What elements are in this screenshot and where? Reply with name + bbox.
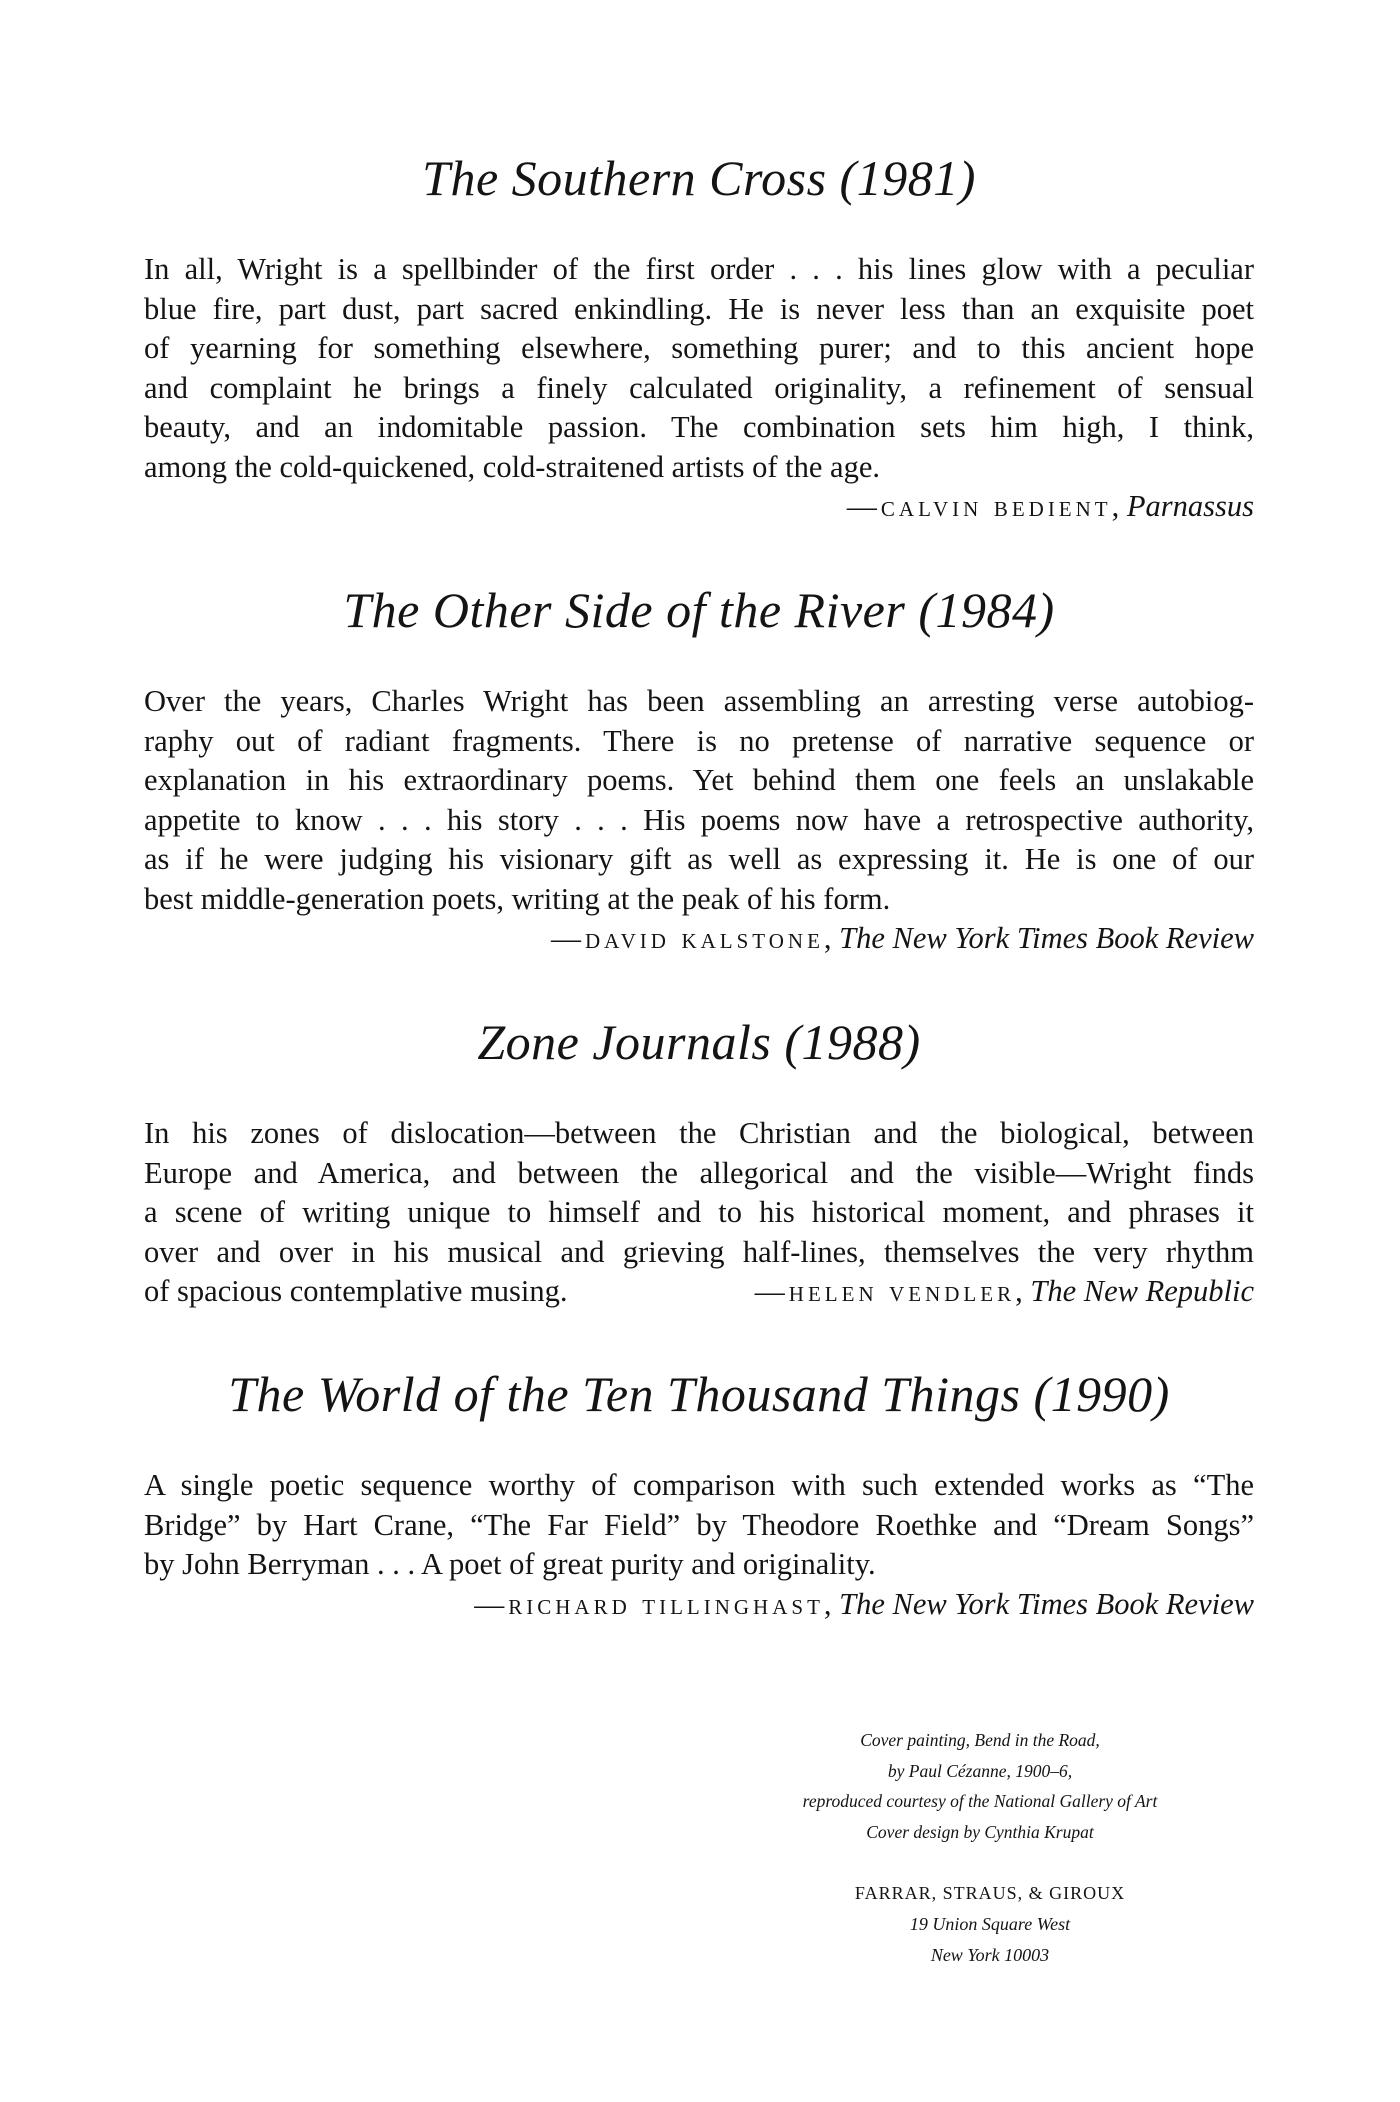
publication-name: The New Republic [1030, 1274, 1254, 1308]
review-quote [144, 682, 1254, 919]
review-quote [144, 1114, 1254, 1312]
review-quote [144, 250, 1254, 487]
section-title: The Southern Cross (1981) [422, 150, 976, 206]
review-attribution: —helen vendler, The New Republic [754, 1274, 1254, 1308]
quote-line: Bridge” by Hart Crane, “The Far Field” by Theodore Roethke and “Dream Songs” [144, 1507, 1254, 1542]
quote-line: raphy out of radiant fragments. There is no pretense of narrative sequence or [144, 723, 1254, 758]
quote-line: over and over in his musical and grieving half-lines, themselves the very rhythm [144, 1234, 1254, 1269]
credit-line: by Paul Cézanne, 1900–6, [887, 1760, 1073, 1781]
publisher-address-city: New York 10003 [930, 1945, 1050, 1965]
critic-name: —richard tillinghast [474, 1587, 824, 1621]
quote-line: and complaint he brings a finely calculated originality, a refinement of sensual [144, 370, 1254, 405]
review-section-other-side-of-river [144, 580, 1254, 959]
credit-line: Cover painting, Bend in the Road, [860, 1730, 1100, 1750]
quote-line: A single poetic sequence worthy of comparison with such extended works as “The [144, 1468, 1254, 1502]
critic-name: —david kalstone [551, 922, 824, 955]
credit-line: reproduced courtesy of the National Gallery of Art [802, 1791, 1158, 1811]
quote-line-text: of spacious contemplative musing. [144, 1274, 568, 1308]
quote-line: best middle-generation poets, writing at the peak of his form. [144, 881, 891, 916]
quote-line [144, 1272, 1254, 1312]
quote-line: by John Berryman . . . A poet of great purity and originality. [144, 1547, 876, 1581]
review-attribution: —richard tillinghast, The New York Times Book Review [474, 1586, 1254, 1621]
critic-name: —calvin bedient [846, 490, 1112, 523]
quote-line: blue fire, part dust, part sacred enkindling. He is never less than an exquisite poet [144, 291, 1254, 326]
publication-name: The New York Times Book Review [839, 921, 1254, 955]
quote-line: explanation in his extraordinary poems. Yet behind them one feels an unslakable [144, 763, 1254, 797]
quote-line: as if he were judging his visionary gift as well as expressing it. He is one of our [144, 842, 1254, 876]
review-attribution: —calvin bedient, Parnassus [846, 489, 1254, 523]
review-quote [144, 1466, 1254, 1585]
section-title: Zone Journals (1988) [477, 1014, 921, 1070]
credit-line: Cover design by Cynthia Krupat [866, 1821, 1094, 1842]
publisher-block [780, 1878, 1200, 1971]
quote-line: Europe and America, and between the allegorical and the visible—Wright finds [144, 1155, 1254, 1190]
quote-line: In all, Wright is a spellbinder of the first order . . . his lines glow with a peculiar [144, 252, 1254, 286]
quote-line: Over the years, Charles Wright has been assembling an arresting verse autobiog- [144, 684, 1254, 718]
quote-line: of yearning for something elsewhere, something purer; and to this ancient hope [144, 331, 1254, 365]
review-section-ten-thousand-things [144, 1364, 1254, 1624]
section-title: The World of the Ten Thousand Things (1990) [228, 1366, 1170, 1422]
review-section-zone-journals [144, 1012, 1254, 1312]
review-section-southern-cross [144, 148, 1254, 527]
quote-line: beauty, and an indomitable passion. The combination sets him high, I think, [144, 410, 1254, 444]
quote-line: a scene of writing unique to himself and to his historical moment, and phrases it [144, 1195, 1254, 1229]
quote-line: among the cold-quickened, cold-straitened artists of the age. [144, 449, 880, 484]
publication-name: Parnassus [1126, 489, 1254, 523]
review-attribution: —david kalstone, The New York Times Book Review [551, 921, 1254, 955]
publisher-name: FARRAR, STRAUS, & GIROUX [854, 1883, 1126, 1903]
critic-name: —helen vendler [754, 1275, 1016, 1308]
quote-line: In his zones of dislocation—between the Christian and the biological, between [144, 1116, 1254, 1150]
cover-credits [700, 1725, 1260, 1847]
publication-name: The New York Times Book Review [839, 1586, 1254, 1621]
publisher-address-street: 19 Union Square West [909, 1914, 1071, 1934]
quote-line: appetite to know . . . his story . . . His poems now have a retrospective authority, [144, 802, 1254, 837]
section-title: The Other Side of the River (1984) [343, 582, 1055, 638]
